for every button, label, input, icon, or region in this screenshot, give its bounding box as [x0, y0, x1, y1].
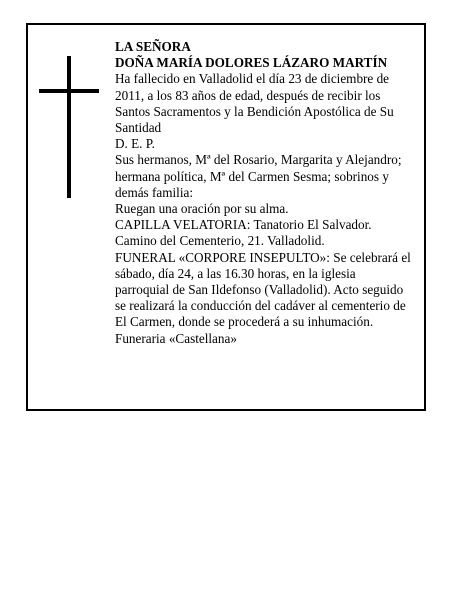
notice-body-line: Ruegan una oración por su alma.	[115, 201, 289, 217]
notice-title-line: LA SEÑORA	[115, 39, 191, 54]
notice-text	[115, 39, 425, 347]
notice-body-line: Santos Sacramentos y la Bendición Apostólica de Su	[115, 103, 394, 119]
notice-body-line: Camino del Cementerio, 21. Valladolid.	[115, 233, 325, 249]
cross-icon	[39, 56, 99, 198]
notice-body-line: Funeraria «Castellana»	[115, 330, 237, 346]
notice-body-line: hermana política, Mª del Carmen Sesma; sobrinos y	[115, 168, 389, 184]
cross-vertical-bar	[67, 56, 71, 198]
notice-body-line: CAPILLA VELATORIA: Tanatorio El Salvador.	[115, 217, 372, 233]
notice-body-line: se realizará la conducción del cadáver al cementerio de	[115, 298, 406, 314]
obituary-notice	[26, 23, 426, 411]
notice-body-line: Santidad	[115, 120, 162, 136]
cross-horizontal-bar	[39, 89, 99, 93]
notice-body-line: sábado, día 24, a las 16.30 horas, en la iglesia	[115, 265, 356, 281]
notice-body-line: Ha fallecido en Valladolid el día 23 de diciembre de	[115, 71, 390, 87]
notice-body-line: D. E. P.	[115, 136, 155, 152]
notice-body-line: FUNERAL «CORPORE INSEPULTO»: Se celebrará el	[115, 249, 411, 265]
notice-body-line: 2011, a los 83 años de edad, después de recibir los	[115, 87, 381, 103]
notice-body-line: demás familia:	[115, 184, 193, 200]
notice-body-line: parroquial de San Ildefonso (Valladolid). Acto seguido	[115, 282, 404, 298]
notice-body-line: El Carmen, donde se procederá a su inhumación.	[115, 314, 374, 330]
notice-body-line: Sus hermanos, Mª del Rosario, Margarita y Alejandro;	[115, 152, 402, 168]
deceased-name: DOÑA MARÍA DOLORES LÁZARO MARTÍN	[115, 55, 388, 71]
